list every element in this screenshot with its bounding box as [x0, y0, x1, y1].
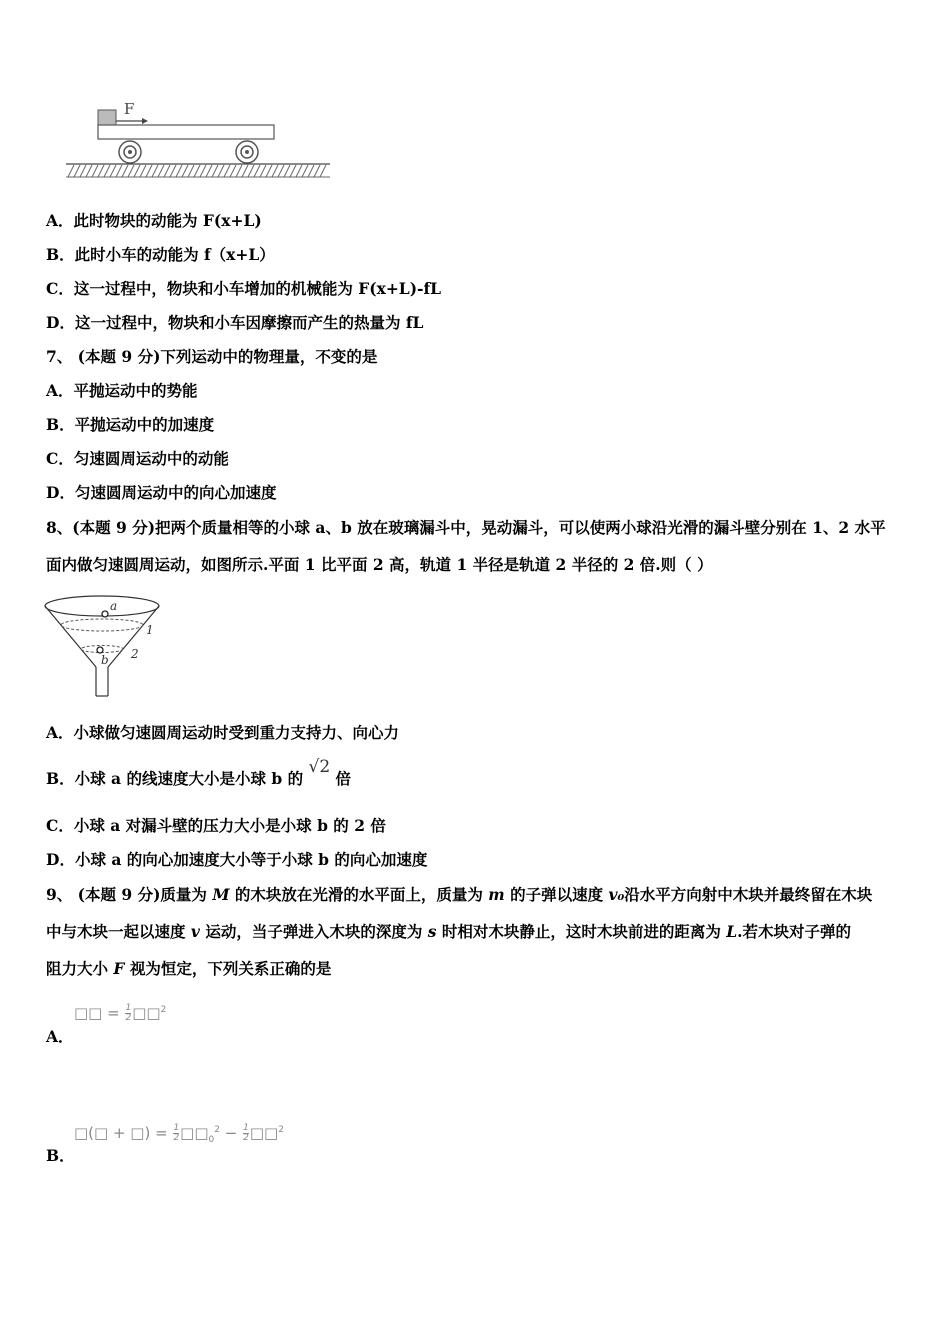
q9-stem-line3: 阻力大小 F 视为恒定，下列关系正确的是 [46, 959, 332, 978]
q7-option-d: D．匀速圆周运动中的向心加速度 [46, 483, 277, 502]
q9-option-b-letter: B． [46, 1146, 75, 1165]
q7-option-a: A．平抛运动中的势能 [46, 381, 198, 400]
q6-option-d: D．这一过程中，物块和小车因摩擦而产生的热量为 fL [46, 313, 424, 332]
plane-1-orbit [61, 619, 143, 631]
q9-stem-line1: 9、 (本题 9 分)质量为 M 的木块放在光滑的水平面上，质量为 m 的子弹以速度 v₀沿水平方向射中木块并最终留在木块 [46, 885, 873, 904]
q8-stem-line1: 8、(本题 9 分)把两个质量相等的小球 a、b 放在玻璃漏斗中，晃动漏斗，可以使两小球沿光滑的漏斗壁分别在 1、2 水平 [46, 518, 886, 537]
funnel-figure [42, 592, 167, 702]
q9-option-a-formula: □□ = $\frac{1}{2}$ □□$^2$ [74, 1003, 167, 1023]
cart-board [98, 125, 274, 139]
q9-option-b-formula: □(□ + □) = $\frac{1}{2}$ $□□_0^2$ − $\frac{1}{2}$ □□$^2$ [74, 1123, 284, 1145]
q6-option-c: C．这一过程中，物块和小车增加的机械能为 F(x+L)-fL [46, 279, 442, 298]
q7-option-b: B．平抛运动中的加速度 [46, 415, 215, 434]
plane-1-label: 1 [146, 623, 154, 637]
sqrt2: √2 [308, 757, 331, 777]
q9-stem-line2: 中与木块一起以速度 v 运动，当子弹进入木块的深度为 s 时相对木块静止，这时木块前进的距离为 L.若木块对子弹的 [46, 922, 852, 941]
q7-option-c: C．匀速圆周运动中的动能 [46, 449, 229, 468]
q8-option-a: A．小球做匀速圆周运动时受到重力支持力、向心力 [46, 723, 400, 742]
fraction: $\frac{1}{2}$ [243, 1123, 249, 1143]
plane-2-label: 2 [131, 647, 139, 661]
cart-block-figure [60, 95, 340, 185]
cart-wheel-right [236, 141, 258, 163]
ball-a [102, 611, 108, 617]
fraction: $\frac{1}{2}$ [125, 1003, 132, 1023]
q8-stem-line2: 面内做匀速圆周运动，如图所示.平面 1 比平面 2 高，轨道 1 半径是轨道 2 半径的 2 倍.则（ ） [46, 555, 713, 574]
q8-option-c: C．小球 a 对漏斗壁的压力大小是小球 b 的 2 倍 [46, 816, 386, 835]
q8-option-b: B．小球 a 的线速度大小是小球 b 的 √2 倍 [46, 757, 352, 788]
ball-a-label: a [110, 599, 118, 613]
q6-option-a: A．此时物块的动能为 F(x+L) [46, 211, 262, 230]
q9-option-a-letter: A． [46, 1027, 74, 1046]
q7-stem: 7、 (本题 9 分)下列运动中的物理量，不变的是 [46, 347, 378, 366]
fraction: $\frac{1}{2}$ [173, 1123, 180, 1143]
force-label: F [124, 100, 135, 118]
force-arrow-head [142, 118, 148, 124]
ball-b-label: b [101, 653, 109, 667]
cart-wheel-left [119, 141, 141, 163]
ground-hatch [68, 165, 326, 177]
q6-option-b: B．此时小车的动能为 f（x+L） [46, 245, 275, 264]
q8-option-d: D．小球 a 的向心加速度大小等于小球 b 的向心加速度 [46, 850, 428, 869]
